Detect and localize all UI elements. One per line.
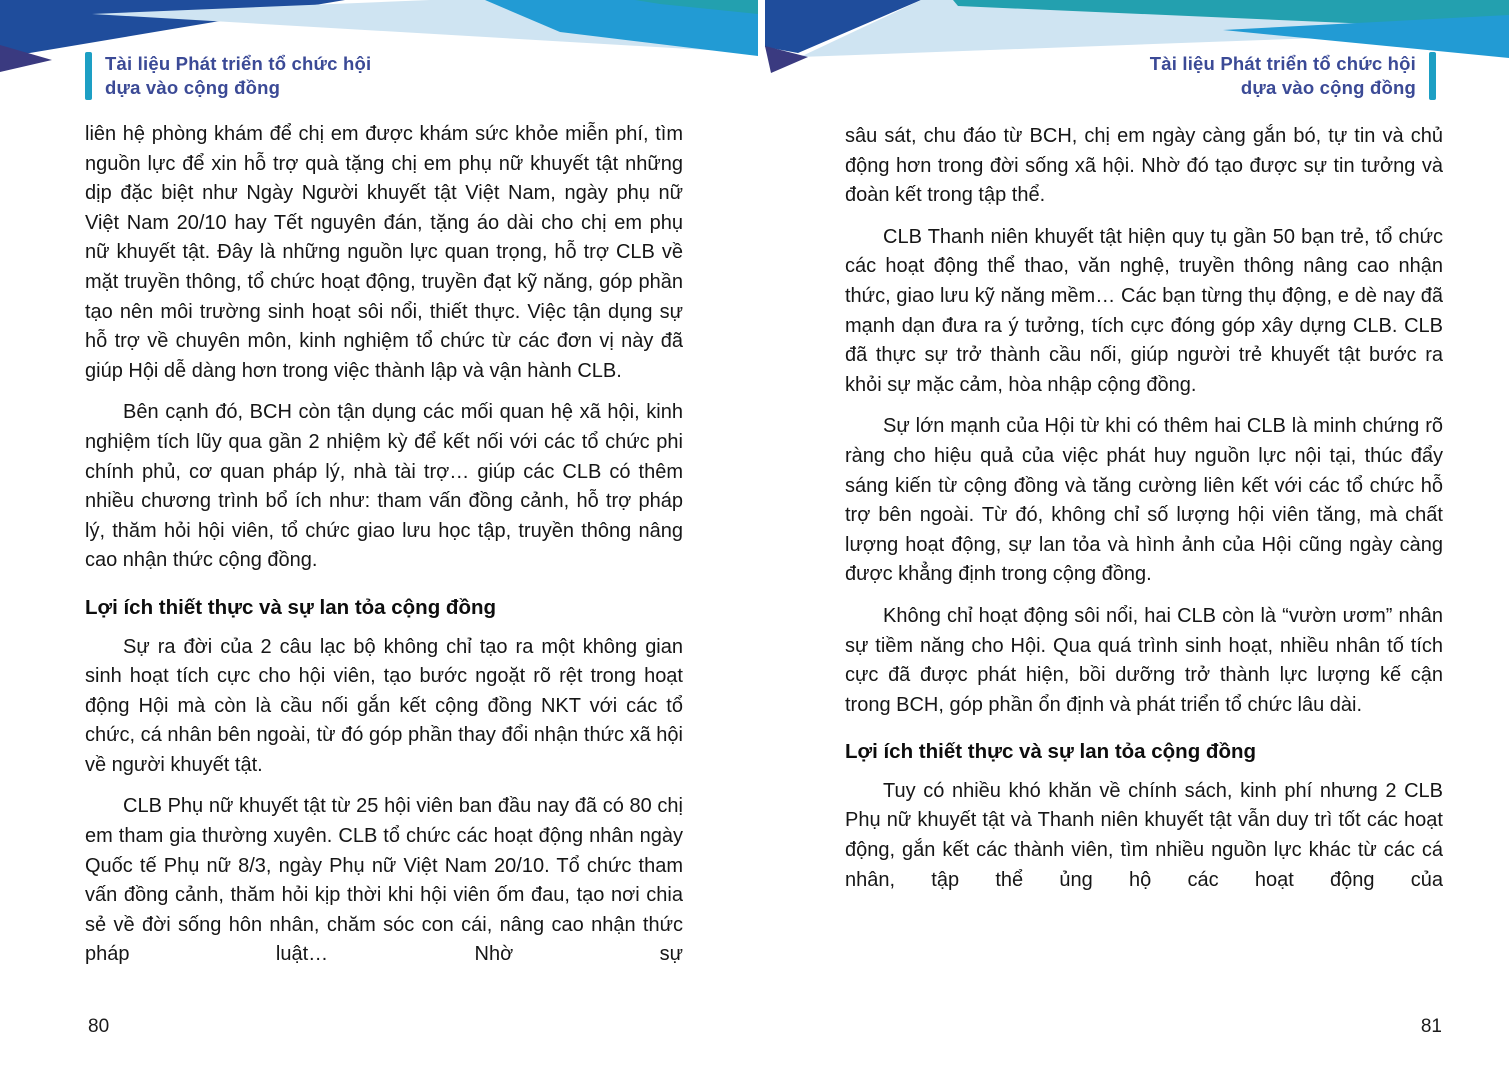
page-number-right: 81 — [1420, 1016, 1442, 1037]
paragraph: Bên cạnh đó, BCH còn tận dụng các mối quan hệ xã hội, kinh nghiệm tích lũy qua gần 2 nhiệm kỳ để kết nối với các tổ chức phi chính phủ, cơ quan pháp lý, nhà tài trợ… giúp các CLB có thêm nhiều chương trình bổ ích như: tham vấn đồng cảnh, hỗ trợ pháp lý, thăm hỏi hội viên, tổ chức giao lưu học tập, truyền thông nâng cao nhận thức cộng đồng. — [85, 401, 683, 572]
paragraph: Sự lớn mạnh của Hội từ khi có thêm hai CLB là minh chứng rõ ràng cho hiệu quả của việc phát huy nguồn lực nội tại, thúc đẩy sáng kiến từ cộng đồng và tăng cường liên kết với các tổ chức hỗ trợ bên ngoài. Từ đó, không chỉ số lượng hội viên tăng, mà chất lượng hoạt động, sự lan tỏa và hình ảnh của Hội cũng ngày càng được khẳng định trong cộng đồng. — [845, 415, 1443, 586]
title-line-1: Tài liệu Phát triển tổ chức hội — [1149, 53, 1416, 74]
page-number-left: 80 — [88, 1016, 110, 1037]
title-line-1: Tài liệu Phát triển tổ chức hội — [105, 53, 372, 74]
left-page-body — [85, 120, 683, 970]
title-line-2: dựa vào cộng đồng — [1240, 77, 1416, 98]
paragraph: Tuy có nhiều khó khăn về chính sách, kinh phí nhưng 2 CLB Phụ nữ khuyết tật và Thanh niên khuyết tật vẫn duy trì tốt các hoạt động, gắn kết các thành viên, tìm nhiều nguồn lực khác từ các cá nhân, tập thể ủng hộ các hoạt động của — [845, 779, 1443, 891]
accent-bar-icon — [1429, 52, 1436, 100]
page-title — [105, 52, 371, 100]
accent-bar-icon — [85, 52, 92, 100]
paragraph: CLB Thanh niên khuyết tật hiện quy tụ gần 50 bạn trẻ, tổ chức các hoạt động thể thao, văn nghệ, truyền thông nâng cao nhận thức, giao lưu kỹ năng mềm… Các bạn từng thụ động, e dè nay đã mạnh dạn đưa ra ý tưởng, tích cực đóng góp xây dựng CLB. CLB đã thực sự trở thành cầu nối, giúp người trẻ khuyết tật bước ra khỏi sự mặc cảm, hòa nhập cộng đồng. — [845, 225, 1443, 396]
paragraph: Sự ra đời của 2 câu lạc bộ không chỉ tạo ra một không gian sinh hoạt tích cực cho hội viên, tạo bước ngoặt rõ rệt trong hoạt động Hội mà còn là cầu nối gắn kết cộng đồng NKT với các tổ chức, cá nhân bên ngoài, từ đó góp phần thay đổi nhận thức xã hội về người khuyết tật. — [85, 635, 683, 776]
running-title-right — [1150, 52, 1436, 100]
paragraph: sâu sát, chu đáo từ BCH, chị em ngày càng gắn bó, tự tin và chủ động hơn trong đời sống xã hội. Nhờ đó tạo được sự tin tưởng và đoàn kết trong tập thể. — [845, 125, 1443, 207]
paragraph: liên hệ phòng khám để chị em được khám sức khỏe miễn phí, tìm nguồn lực để xin hỗ trợ quà tặng chị em phụ nữ khuyết tật những dịp đặc biệt như Ngày Người khuyết tật Việt Nam, ngày phụ nữ Việt Nam 20/10 hay Tết nguyên đán, tặng áo dài cho chị em phụ nữ khuyết tật. Đây là những nguồn lực quan trọng, hỗ trợ CLB về mặt truyền thông, tổ chức hoạt động, truyền đạt kỹ năng, góp phần tạo nên môi trường sinh hoạt sôi nổi, thiết thực. Việc tận dụng sự hỗ trợ về chuyên môn, kinh nghiệm tổ chức từ các đơn vị này đã giúp Hội dễ dàng hơn trong việc thành lập và vận hành CLB. — [85, 123, 683, 382]
right-page-body — [845, 122, 1443, 895]
section-heading: Lợi ích thiết thực và sự lan tỏa cộng đồng — [85, 595, 497, 619]
section-heading: Lợi ích thiết thực và sự lan tỏa cộng đồng — [845, 740, 1257, 764]
page-title — [1150, 52, 1416, 100]
paragraph: Không chỉ hoạt động sôi nổi, hai CLB còn là “vườn ươm” nhân sự tiềm năng cho Hội. Qua quá trình sinh hoạt, nhiều nhân tố tích cực đã được phát hiện, bồi dưỡng trở thành lực lượng kế cận trong BCH, góp phần ổn định và phát triển tổ chức lâu dài. — [845, 604, 1443, 716]
running-title-left — [85, 52, 371, 100]
paragraph: CLB Phụ nữ khuyết tật từ 25 hội viên ban đầu nay đã có 80 chị em tham gia thường xuyên. CLB tổ chức các hoạt động nhân ngày Quốc tế Phụ nữ 8/3, ngày Phụ nữ Việt Nam 20/10. Tổ chức tham vấn đồng cảnh, thăm hỏi kịp thời khi hội viên ốm đau, tạo nơi chia sẻ về đời sống hôn nhân, chăm sóc con cái, nâng cao nhận thức pháp luật… Nhờ sự — [85, 795, 683, 966]
title-line-2: dựa vào cộng đồng — [105, 77, 281, 98]
